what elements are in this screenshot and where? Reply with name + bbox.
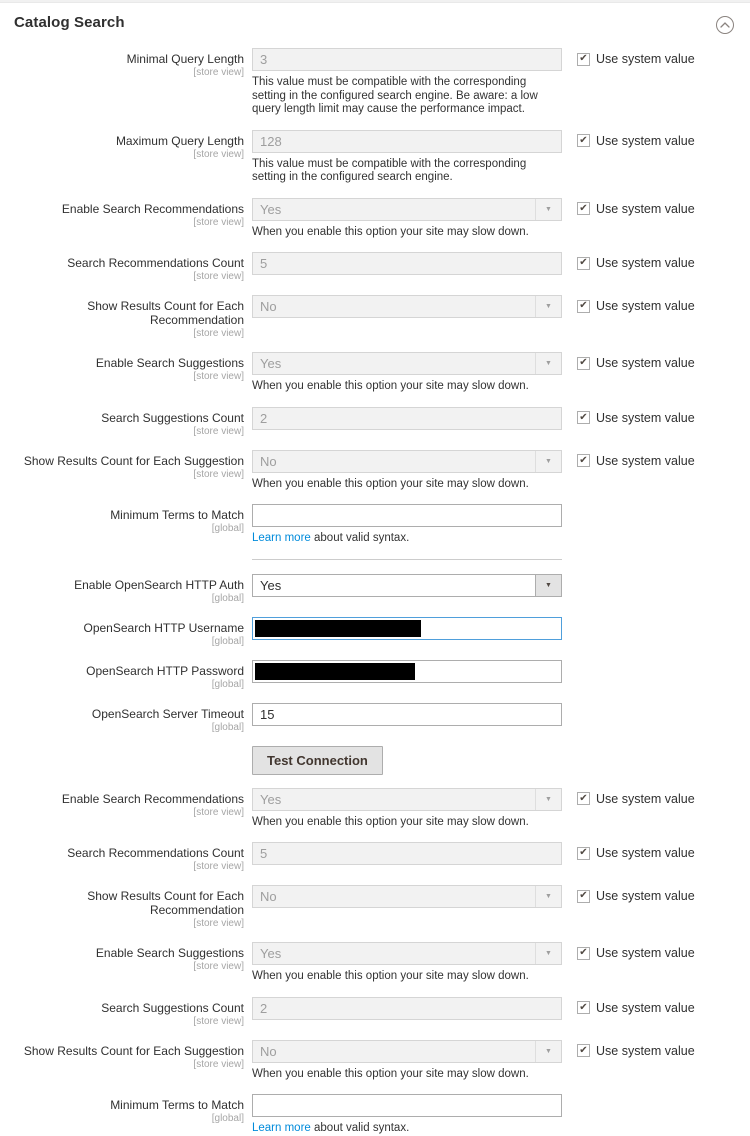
use-system-value-checkbox[interactable]: [577, 997, 695, 1015]
field-label-cell: [0, 450, 252, 480]
use-system-value-checkbox[interactable]: [577, 1040, 695, 1058]
form-row-search-suggestions-count: [0, 407, 750, 437]
field-label: Search Recommendations Count: [67, 256, 244, 270]
field-label-cell: [0, 997, 252, 1027]
field-label: Show Results Count for Each Recommendation: [87, 299, 244, 327]
field-label-cell: [0, 252, 252, 282]
field-label-cell: [0, 788, 252, 818]
check-icon: ✔: [579, 300, 588, 311]
form-row-show-results-count-for-each-recommendation-2: [0, 885, 750, 929]
field-label-cell: [0, 198, 252, 228]
caret-down-icon: ▼: [545, 303, 552, 310]
collapse-section-icon[interactable]: [716, 16, 734, 34]
use-system-value-checkbox[interactable]: [577, 252, 695, 270]
checkbox-box: [577, 357, 590, 370]
form-row-search-recommendations-count-2: [0, 842, 750, 872]
field-label-cell: [0, 1040, 252, 1070]
enable-search-suggestions-select: [252, 352, 562, 375]
field-label-cell: [0, 352, 252, 382]
check-icon: ✔: [579, 202, 588, 214]
field-label-cell: [0, 703, 252, 733]
field-note: When you enable this option your site may slow down.: [252, 380, 529, 392]
minimum-terms-to-match-input[interactable]: [252, 504, 562, 527]
checkbox-box: [577, 300, 590, 313]
catalog-search-form: [0, 48, 750, 1136]
check-icon: ✔: [579, 1044, 588, 1056]
field-scope: [store view]: [193, 961, 244, 972]
field-control-cell: [252, 617, 562, 640]
check-icon: ✔: [579, 134, 588, 146]
caret-down-icon: ▼: [545, 581, 552, 589]
form-row-enable-search-recommendations-2: [0, 788, 750, 830]
field-label: Enable Search Recommendations: [61, 791, 244, 806]
form-row-show-results-count-for-each-suggestion-2: [0, 1040, 750, 1082]
field-label-cell: [0, 407, 252, 437]
field-note: When you enable this option your site may slow down.: [252, 225, 529, 238]
use-system-value-label: Use system value: [596, 256, 695, 270]
field-control-cell: [252, 1040, 562, 1082]
minimum-terms-to-match-2-input-wrap: [252, 1094, 562, 1117]
use-system-value-label: Use system value: [596, 356, 695, 370]
dropdown-button: [535, 943, 561, 964]
check-icon: ✔: [579, 53, 588, 64]
field-scope: [store view]: [193, 271, 244, 282]
redacted-value-bar: [255, 620, 421, 637]
field-label-cell: [0, 746, 252, 750]
checkbox-box: [577, 202, 590, 215]
field-scope: [global]: [211, 678, 244, 690]
field-note: [252, 532, 562, 546]
field-label: Search Recommendations Count: [67, 846, 244, 860]
dropdown-button: [535, 199, 561, 220]
field-label: Enable Search Suggestions: [95, 356, 244, 370]
field-scope: [store view]: [193, 1015, 244, 1027]
search-recommendations-count-input-wrap: [252, 252, 562, 275]
caret-down-icon: ▼: [545, 795, 552, 803]
form-row-search-recommendations-count: [0, 252, 750, 282]
check-icon: ✔: [579, 257, 588, 268]
selected-option-label: No: [260, 889, 277, 904]
field-scope: [store view]: [193, 371, 244, 382]
section-divider: [252, 559, 562, 560]
field-note: This value must be compatible with the corresponding setting in the configured search engine.: [252, 157, 527, 183]
field-control-cell: [252, 1094, 562, 1136]
opensearch-server-timeout-input-wrap: [252, 703, 562, 726]
form-row-show-results-count-for-each-recommendation: [0, 295, 750, 339]
enable-search-suggestions-2-select: [252, 942, 562, 965]
field-control-cell: [252, 450, 562, 492]
use-system-value-label: Use system value: [596, 453, 695, 468]
field-label: Enable Search Recommendations: [61, 201, 244, 216]
field-scope: [global]: [211, 635, 244, 647]
field-note: [252, 1122, 562, 1136]
field-control-cell: [252, 574, 562, 597]
field-scope: [store view]: [193, 148, 244, 160]
learn-more-link[interactable]: Learn more: [252, 532, 311, 544]
field-label: Enable Search Suggestions: [95, 946, 244, 960]
use-system-value-label: Use system value: [596, 791, 695, 806]
caret-down-icon: ▼: [545, 950, 552, 957]
selected-option-label: No: [260, 453, 277, 469]
field-note: This value must be compatible with the corresponding setting in the configured search engine. Be aware: a low query length limit may cause the performance impact.: [252, 76, 538, 115]
show-results-count-for-each-suggestion-2-select: [252, 1040, 562, 1063]
check-icon: ✔: [579, 947, 588, 958]
use-system-value-label: Use system value: [596, 52, 695, 66]
form-row-enable-opensearch-http-auth: [0, 574, 750, 604]
field-control-cell: [252, 48, 562, 117]
checkbox-box: [577, 890, 590, 903]
field-control-cell: [252, 407, 562, 430]
selected-option-label: Yes: [260, 356, 282, 371]
search-suggestions-count-2-input: [252, 997, 562, 1020]
field-control-cell: [252, 352, 562, 394]
redacted-value-bar: [255, 663, 415, 680]
use-system-value-label: Use system value: [596, 889, 695, 903]
field-control-cell: [252, 130, 562, 185]
field-control-cell: [252, 295, 562, 318]
field-label: Minimum Terms to Match: [110, 1098, 244, 1112]
use-system-value-label: Use system value: [596, 1000, 695, 1015]
field-note: When you enable this option your site may slow down.: [252, 1067, 529, 1080]
caret-down-icon: ▼: [545, 205, 552, 213]
form-row-enable-search-suggestions: [0, 352, 750, 394]
field-scope: [store view]: [193, 328, 244, 339]
form-row-test-connection: [0, 746, 750, 775]
check-icon: ✔: [579, 357, 588, 368]
field-control-cell: [252, 788, 562, 830]
checkbox-box: [577, 792, 590, 805]
field-label: OpenSearch HTTP Password: [86, 663, 244, 678]
field-note-text: about valid syntax.: [310, 532, 410, 544]
dropdown-button[interactable]: [535, 575, 561, 596]
field-note: When you enable this option your site may slow down.: [252, 970, 529, 982]
field-scope: [global]: [211, 592, 244, 604]
use-system-value-label: Use system value: [596, 133, 695, 148]
enable-search-recommendations-2-select: [252, 788, 562, 811]
field-scope: [global]: [211, 721, 244, 733]
use-system-value-checkbox[interactable]: [577, 198, 695, 216]
use-system-value-label: Use system value: [596, 299, 695, 313]
field-label-cell: [0, 504, 252, 534]
field-label: Show Results Count for Each Recommendation: [87, 889, 244, 917]
checkbox-box: [577, 134, 590, 147]
search-suggestions-count-2-input-wrap: [252, 997, 562, 1020]
form-row-minimum-terms-to-match: [0, 504, 750, 546]
field-note: When you enable this option your site may slow down.: [252, 815, 529, 828]
enable-search-recommendations-select: [252, 198, 562, 221]
field-label: Search Suggestions Count: [101, 410, 244, 425]
use-system-value-label: Use system value: [596, 201, 695, 216]
field-control-cell: [252, 252, 562, 275]
form-row-search-suggestions-count-2: [0, 997, 750, 1027]
field-label: OpenSearch HTTP Username: [83, 620, 244, 635]
enable-opensearch-http-auth-select[interactable]: [252, 574, 562, 597]
field-control-cell: [252, 198, 562, 240]
section-header: [0, 3, 750, 48]
check-icon: ✔: [579, 1001, 588, 1013]
maximum-query-length-input-wrap: [252, 130, 562, 153]
minimum-terms-to-match-2-input[interactable]: [252, 1094, 562, 1117]
use-system-value-label: Use system value: [596, 846, 695, 860]
field-label: Minimal Query Length: [126, 52, 244, 66]
caret-down-icon: ▼: [545, 1047, 552, 1055]
field-scope: [global]: [211, 523, 244, 534]
opensearch-http-password-input-wrap: [252, 660, 562, 683]
use-system-value-checkbox[interactable]: [577, 942, 695, 960]
selected-option-label: No: [260, 299, 277, 314]
dropdown-button: [535, 296, 561, 317]
show-results-count-for-each-recommendation-select: [252, 295, 562, 318]
check-icon: ✔: [579, 411, 588, 423]
form-row-show-results-count-for-each-suggestion: [0, 450, 750, 492]
form-row-enable-search-recommendations: [0, 198, 750, 240]
field-label-cell: [0, 574, 252, 604]
field-label-cell: [0, 48, 252, 78]
checkbox-box: [577, 1044, 590, 1057]
field-label: Minimum Terms to Match: [110, 508, 244, 522]
field-label-cell: [0, 885, 252, 929]
use-system-value-checkbox[interactable]: [577, 842, 695, 860]
checkbox-box: [577, 454, 590, 467]
field-control-cell: [252, 746, 562, 775]
check-icon: ✔: [579, 792, 588, 804]
use-system-value-checkbox[interactable]: [577, 130, 695, 148]
use-system-value-checkbox[interactable]: [577, 885, 695, 903]
minimum-terms-to-match-input-wrap: [252, 504, 562, 527]
use-system-value-checkbox[interactable]: [577, 295, 695, 313]
maximum-query-length-input: [252, 130, 562, 153]
field-label-cell: [0, 130, 252, 160]
opensearch-server-timeout-input[interactable]: [252, 703, 562, 726]
field-scope: [global]: [211, 1113, 244, 1124]
form-row-minimal-query-length: [0, 48, 750, 117]
field-label-cell: [0, 660, 252, 690]
field-control-cell: [252, 703, 562, 726]
use-system-value-checkbox[interactable]: [577, 48, 695, 66]
search-recommendations-count-input: [252, 252, 562, 275]
search-recommendations-count-2-input-wrap: [252, 842, 562, 865]
search-suggestions-count-input: [252, 407, 562, 430]
form-row-maximum-query-length: [0, 130, 750, 185]
search-recommendations-count-2-input: [252, 842, 562, 865]
page-title: Catalog Search: [14, 14, 125, 31]
field-note-text: about valid syntax.: [310, 1122, 410, 1134]
show-results-count-for-each-recommendation-2-select: [252, 885, 562, 908]
checkbox-box: [577, 257, 590, 270]
caret-down-icon: ▼: [545, 457, 552, 465]
use-system-value-label: Use system value: [596, 410, 695, 425]
selected-option-label: Yes: [260, 577, 282, 593]
checkbox-box: [577, 411, 590, 424]
dropdown-button: [535, 886, 561, 907]
checkbox-box: [577, 1001, 590, 1014]
field-scope: [store view]: [193, 918, 244, 929]
field-control-cell: [252, 885, 562, 908]
field-label-cell: [0, 1094, 252, 1124]
check-icon: ✔: [579, 890, 588, 901]
field-control-cell: [252, 842, 562, 865]
check-icon: ✔: [579, 454, 588, 466]
field-control-cell: [252, 942, 562, 984]
selected-option-label: No: [260, 1043, 277, 1059]
use-system-value-checkbox[interactable]: [577, 407, 695, 425]
field-control-cell: [252, 997, 562, 1020]
check-icon: ✔: [579, 847, 588, 858]
dropdown-button: [535, 353, 561, 374]
search-suggestions-count-input-wrap: [252, 407, 562, 430]
chevron-up-icon: [720, 22, 730, 28]
form-row-opensearch-http-username: [0, 617, 750, 647]
field-label-cell: [0, 295, 252, 339]
minimal-query-length-input-wrap: [252, 48, 562, 71]
test-connection-button[interactable]: Test Connection: [252, 746, 383, 775]
minimal-query-length-input: [252, 48, 562, 71]
field-scope: [store view]: [193, 1058, 244, 1070]
field-label-cell: [0, 942, 252, 972]
use-system-value-checkbox[interactable]: [577, 788, 695, 806]
field-scope: [store view]: [193, 67, 244, 78]
caret-down-icon: ▼: [545, 360, 552, 367]
form-row-minimum-terms-to-match-2: [0, 1094, 750, 1136]
use-system-value-label: Use system value: [596, 1043, 695, 1058]
form-row-enable-search-suggestions-2: [0, 942, 750, 984]
field-label: Enable OpenSearch HTTP Auth: [74, 577, 244, 592]
field-note: When you enable this option your site may slow down.: [252, 477, 529, 490]
field-scope: [store view]: [193, 806, 244, 818]
checkbox-box: [577, 53, 590, 66]
show-results-count-for-each-suggestion-select: [252, 450, 562, 473]
field-control-cell: [252, 660, 562, 683]
dropdown-button: [535, 451, 561, 472]
dropdown-button: [535, 789, 561, 810]
selected-option-label: Yes: [260, 791, 282, 807]
field-label-cell: [0, 617, 252, 647]
checkbox-box: [577, 947, 590, 960]
field-control-cell: [252, 504, 562, 546]
form-row-opensearch-http-password: [0, 660, 750, 690]
checkbox-box: [577, 847, 590, 860]
field-scope: [store view]: [193, 861, 244, 872]
form-row-opensearch-server-timeout: [0, 703, 750, 733]
use-system-value-checkbox[interactable]: [577, 450, 695, 468]
learn-more-link[interactable]: Learn more: [252, 1122, 311, 1134]
use-system-value-label: Use system value: [596, 946, 695, 960]
field-label: Maximum Query Length: [115, 133, 244, 148]
field-scope: [store view]: [193, 216, 244, 228]
use-system-value-checkbox[interactable]: [577, 352, 695, 370]
caret-down-icon: ▼: [545, 893, 552, 900]
opensearch-http-username-input-wrap: [252, 617, 562, 640]
field-label: Show Results Count for Each Suggestion: [23, 453, 244, 468]
dropdown-button: [535, 1041, 561, 1062]
field-scope: [store view]: [193, 425, 244, 437]
field-label: Search Suggestions Count: [101, 1000, 244, 1015]
field-scope: [store view]: [193, 468, 244, 480]
selected-option-label: Yes: [260, 201, 282, 217]
selected-option-label: Yes: [260, 946, 282, 961]
field-label-cell: [0, 842, 252, 872]
field-label: Show Results Count for Each Suggestion: [23, 1043, 244, 1058]
field-label: OpenSearch Server Timeout: [91, 706, 244, 721]
